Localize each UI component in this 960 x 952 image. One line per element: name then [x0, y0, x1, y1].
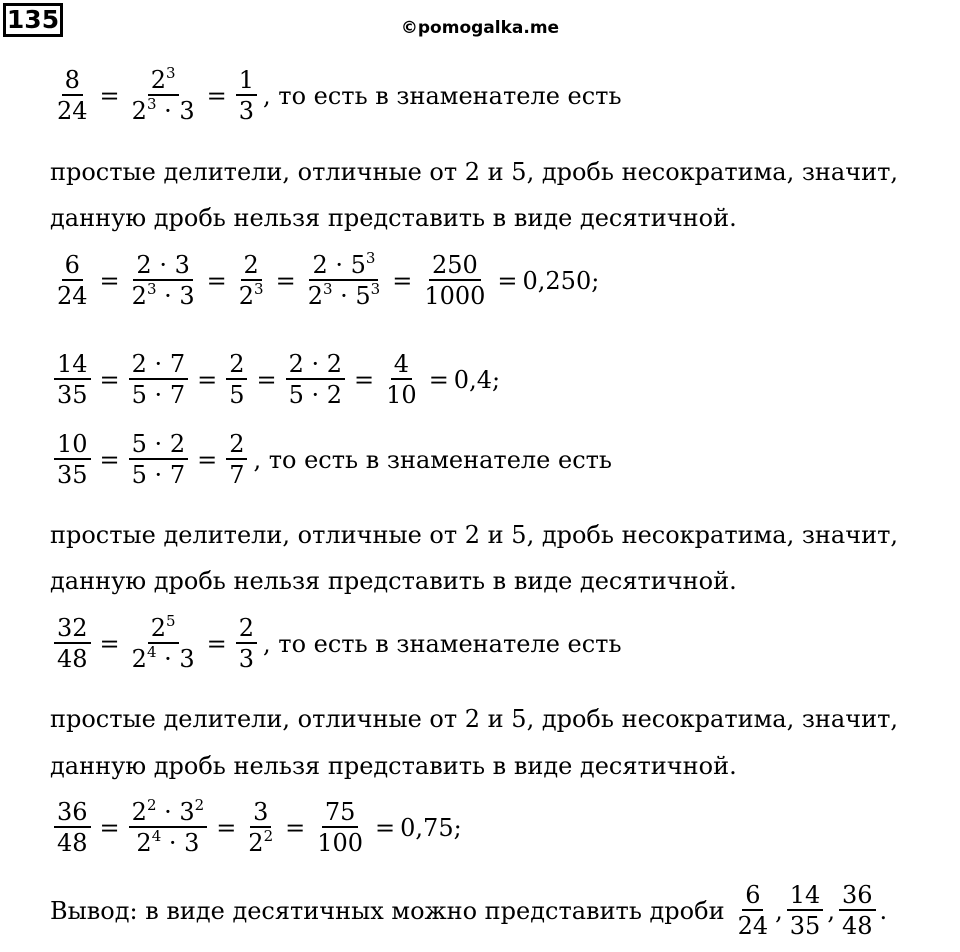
- fraction: $\frac{250}{1000}$: [424, 251, 486, 310]
- fraction: $\frac{6}{24}$: [737, 881, 769, 940]
- fraction: $\frac{36}{48}$: [839, 883, 876, 938]
- fraction: $\frac{6}{24}$: [57, 251, 88, 310]
- result: 0,75;: [400, 813, 462, 842]
- fraction: $\frac{75}{100}$: [317, 798, 364, 857]
- fraction: $\frac{36}{48}$: [54, 800, 91, 855]
- fraction: $\frac{5 \cdot 2}{5 \cdot 7}$: [129, 432, 188, 487]
- fraction: $\frac{2}{3}$: [236, 616, 257, 671]
- fraction: $\frac{32}{48}$: [54, 616, 91, 671]
- fraction: $\frac{14}{35}$: [787, 883, 824, 938]
- fraction: $\frac{2^5}{2^4 \cdot 3}$: [131, 612, 195, 673]
- exercise-number: 135: [3, 3, 63, 37]
- fraction: $\frac{1}{3}$: [236, 68, 257, 123]
- equation-3: $\frac{14}{35}$ = $\frac{2 \cdot 7}{5 \cdot 7}$ = $\frac{2}{5}$ = $\frac{2 \cdot 2}{5 \cdot 2}$ = $\frac{4}{10}$ = 0,4;: [50, 352, 500, 407]
- fraction: $\frac{2}{5}$: [226, 352, 247, 407]
- result: 0,4;: [453, 365, 501, 394]
- equation-6: $\frac{36}{48}$ = $\frac{2^2 \cdot 3^2}{2^4 \cdot 3}$ = $\frac{3}{2^2}$ = $\frac{75}{100}$ = 0,75;: [50, 800, 462, 855]
- equation-2: $\frac{6}{24}$ = $\frac{2 \cdot 3}{2^3 \cdot 3}$ = $\frac{2}{2^3}$ = $\frac{2 \cdot 5^3}{2^3 \cdot 5^3}$ = $\frac{250}{1000}$ = 0,250;: [50, 253, 599, 308]
- paragraph-line: данную дробь нельзя представить в виде десятичной.: [50, 752, 737, 780]
- result: 0,250;: [522, 266, 600, 295]
- equation-text: , то есть в знаменателе есть: [263, 629, 622, 658]
- equation-5: $\frac{32}{48}$ = $\frac{2^5}{2^4 \cdot 3}$ = $\frac{2}{3}$ , то есть в знаменателе есть: [50, 616, 622, 671]
- equation-4: $\frac{10}{35}$ = $\frac{5 \cdot 2}{5 \cdot 7}$ = $\frac{2}{7}$ , то есть в знаменателе есть: [50, 432, 612, 487]
- fraction: $\frac{2 \cdot 5^3}{2^3 \cdot 5^3}$: [307, 249, 381, 310]
- conclusion-line: Вывод: в виде десятичных можно представить дроби $\frac{6}{24}$ , $\frac{14}{35}$ , $\frac{36}{48}$ .: [50, 881, 888, 940]
- paragraph-line: данную дробь нельзя представить в виде десятичной.: [50, 204, 737, 232]
- fraction: $\frac{2 \cdot 3}{2^3 \cdot 3}$: [131, 251, 195, 310]
- equation-1: $\frac{8}{24}$ = $\frac{2^3}{2^3 \cdot 3}$ = $\frac{1}{3}$ , то есть в знаменателе есть: [50, 68, 622, 123]
- paragraph-line: данную дробь нельзя представить в виде десятичной.: [50, 567, 737, 595]
- fraction: $\frac{3}{2^2}$: [248, 798, 274, 857]
- fraction: $\frac{2 \cdot 7}{5 \cdot 7}$: [129, 352, 188, 407]
- site-watermark: ©pomogalka.me: [400, 18, 560, 38]
- fraction: $\frac{8}{24}$: [57, 66, 88, 125]
- fraction: $\frac{2^2 \cdot 3^2}{2^4 \cdot 3}$: [129, 800, 208, 855]
- paragraph-line: простые делители, отличные от 2 и 5, дробь несократима, значит,: [50, 705, 899, 733]
- paragraph-line: простые делители, отличные от 2 и 5, дробь несократима, значит,: [50, 158, 899, 186]
- fraction: $\frac{10}{35}$: [54, 432, 91, 487]
- fraction: $\frac{2}{2^3}$: [238, 251, 264, 310]
- fraction: $\frac{2 \cdot 2}{5 \cdot 2}$: [286, 352, 345, 407]
- conclusion-text: Вывод: в виде десятичных можно представить дроби: [50, 896, 725, 925]
- fraction: $\frac{2}{7}$: [226, 432, 247, 487]
- equation-text: , то есть в знаменателе есть: [253, 445, 612, 474]
- paragraph-line: простые делители, отличные от 2 и 5, дробь несократима, значит,: [50, 521, 899, 549]
- fraction: $\frac{14}{35}$: [54, 352, 91, 407]
- fraction: $\frac{4}{10}$: [386, 350, 417, 409]
- fraction: $\frac{2^3}{2^3 \cdot 3}$: [131, 64, 195, 125]
- equation-text: , то есть в знаменателе есть: [263, 81, 622, 110]
